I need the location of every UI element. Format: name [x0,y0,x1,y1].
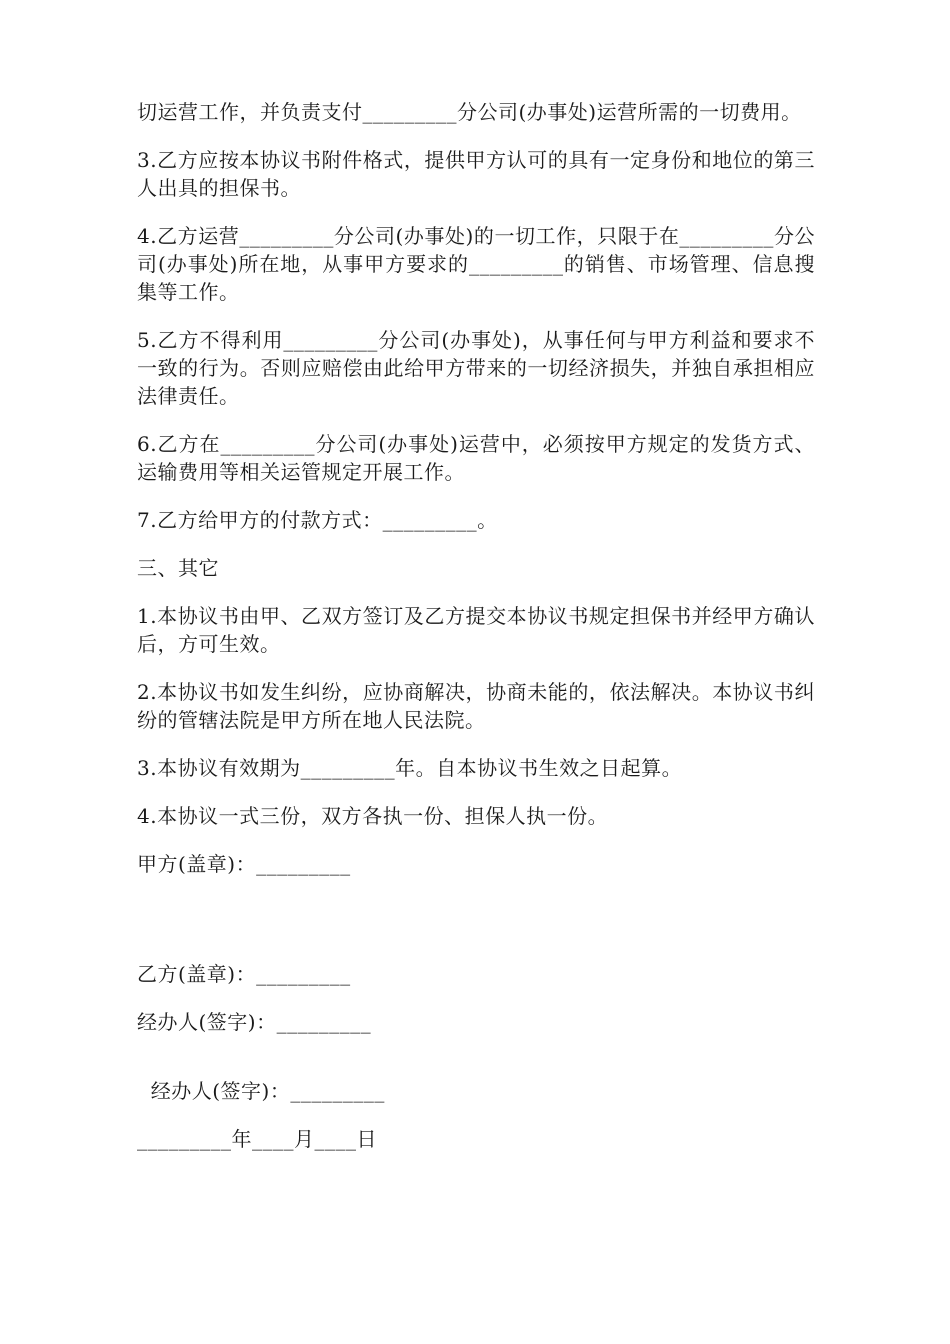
signature-date: _________年____月____日 [137,1127,377,1151]
paragraph-scope: 4.乙方运营_________分公司(办事处)的一切工作，只限于在_________分公司(办事处)所在地，从事甲方要求的_________的销售、市场管理、信息搜集等工作。 [137,224,815,304]
paragraph-copies: 4.本协议一式三份，双方各执一份、担保人执一份。 [137,804,609,828]
paragraph-validity: 3.本协议有效期为_________年。自本协议书生效之日起算。 [137,756,683,780]
paragraph-shipping: 6.乙方在_________分公司(办事处)运营中，必须按甲方规定的发货方式、运输费用等相关运管规定开展工作。 [137,432,815,484]
paragraph-expenses: 切运营工作，并负责支付_________分公司(办事处)运营所需的一切费用。 [137,100,802,124]
paragraph-prohibition: 5.乙方不得利用_________分公司(办事处)，从事任何与甲方利益和要求不一致的行为。否则应赔偿由此给甲方带来的一切经济损失，并独自承担相应法律责任。 [137,328,815,408]
signature-agent-1: 经办人(签字)：_________ [137,1010,372,1034]
signature-agent-2: 经办人(签字)：_________ [137,1079,385,1103]
signature-party-a: 甲方(盖章)：_________ [137,852,351,876]
paragraph-payment: 7.乙方给甲方的付款方式：_________。 [137,508,498,532]
paragraph-effective: 1.本协议书由甲、乙双方签订及乙方提交本协议书规定担保书并经甲方确认后，方可生效。 [137,604,815,656]
paragraph-disputes: 2.本协议书如发生纠纷，应协商解决，协商未能的，依法解决。本协议书纠纷的管辖法院是甲方所在地人民法院。 [137,680,815,732]
signature-party-b: 乙方(盖章)：_________ [137,962,351,986]
section-heading-other: 三、其它 [137,556,219,580]
paragraph-guarantee: 3.乙方应按本协议书附件格式，提供甲方认可的具有一定身份和地位的第三人出具的担保书。 [137,148,815,200]
document-page [137,98,815,1153]
